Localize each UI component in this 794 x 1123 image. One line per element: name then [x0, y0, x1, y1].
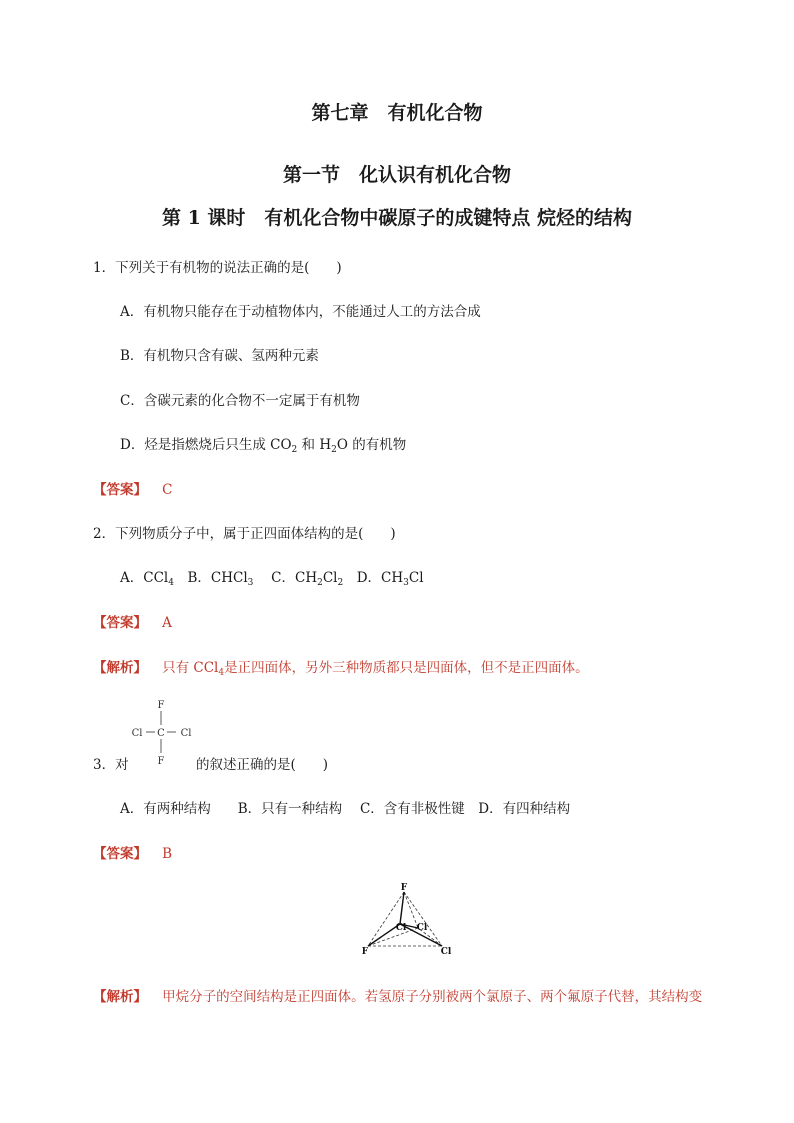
formula-atom-right: Cl [180, 728, 192, 739]
q1-stem: 1．下列关于有机物的说法正确的是( ) [93, 260, 342, 276]
tetra-edge-dashed [368, 928, 418, 946]
q2-analysis: 只有 CCl$_4$是正四面体，另外三种物质都只是四面体，但不是正四面体。 [162, 660, 589, 678]
tetra-atom-top: F [400, 883, 408, 893]
q1-answer: C [162, 482, 173, 498]
chapter-title: 第七章 有机化合物 [311, 102, 483, 124]
tetra-edge-dashed [368, 892, 404, 946]
formula-atom-center: C [157, 728, 165, 739]
formula-atom-left: Cl [131, 728, 143, 739]
formula-atom-top: F [157, 700, 165, 711]
answer-tag: 【答案】 [93, 846, 147, 862]
q2-options: A．CCl$_4$ B．CHCl$_3$ C．$CH_2Cl_2$ D．$CH_3Cl$ [120, 570, 424, 588]
tetra-edge-dashed [404, 892, 442, 946]
q3-options: A．有两种结构 B．只有一种结构 C．含有非极性键 D．有四种结构 [120, 801, 571, 817]
tetrahedron-diagram [356, 880, 456, 962]
lesson-title: 第 1 课时 有机化合物中碳原子的成键特点 烷烃的结构 [161, 207, 633, 229]
analysis-tag: 【解析】 [93, 660, 147, 676]
tetra-atom-right: Cl [440, 947, 452, 957]
answer-tag: 【答案】 [93, 482, 147, 498]
q2-answer-row [93, 611, 172, 631]
q1-option-d: D．烃是指燃烧后只生成 $CO_2$ 和 $H_2O$ 的有机物 [120, 437, 407, 455]
q3-stem-suffix: 的叙述正确的是( ) [196, 757, 329, 773]
q1-option-c: C．含碳元素的化合物不一定属于有机物 [120, 393, 360, 409]
answer-tag: 【答案】 [93, 615, 147, 631]
q1-option-b: B．有机物只含有碳、氢两种元素 [120, 348, 319, 364]
formula-atom-bottom: F [157, 756, 165, 767]
tetra-atom-left: F [361, 947, 369, 957]
q2-analysis-row [93, 656, 589, 678]
analysis-tag: 【解析】 [93, 989, 147, 1005]
q3-answer-row [93, 842, 172, 862]
q3-answer: B [162, 846, 173, 862]
structural-formula [128, 696, 198, 768]
q3-analysis: 甲烷分子的空间结构是正四面体。若氢原子分别被两个氯原子、两个氟原子代替，其结构变 [162, 989, 703, 1005]
q3-analysis-row [93, 985, 702, 1005]
q2-answer: A [162, 615, 172, 631]
q1-answer-row [93, 478, 172, 498]
section-title: 第一节 化认识有机化合物 [282, 164, 511, 186]
tetra-atom-back: Cl [416, 923, 428, 933]
q2-stem: 2．下列物质分子中，属于正四面体结构的是( ) [93, 526, 396, 542]
q3-stem-prefix: 3．对 [93, 757, 129, 773]
tetra-atom-center: Cl [395, 923, 407, 933]
q1-option-a: A．有机物只能存在于动植物体内，不能通过人工的方法合成 [120, 304, 481, 320]
